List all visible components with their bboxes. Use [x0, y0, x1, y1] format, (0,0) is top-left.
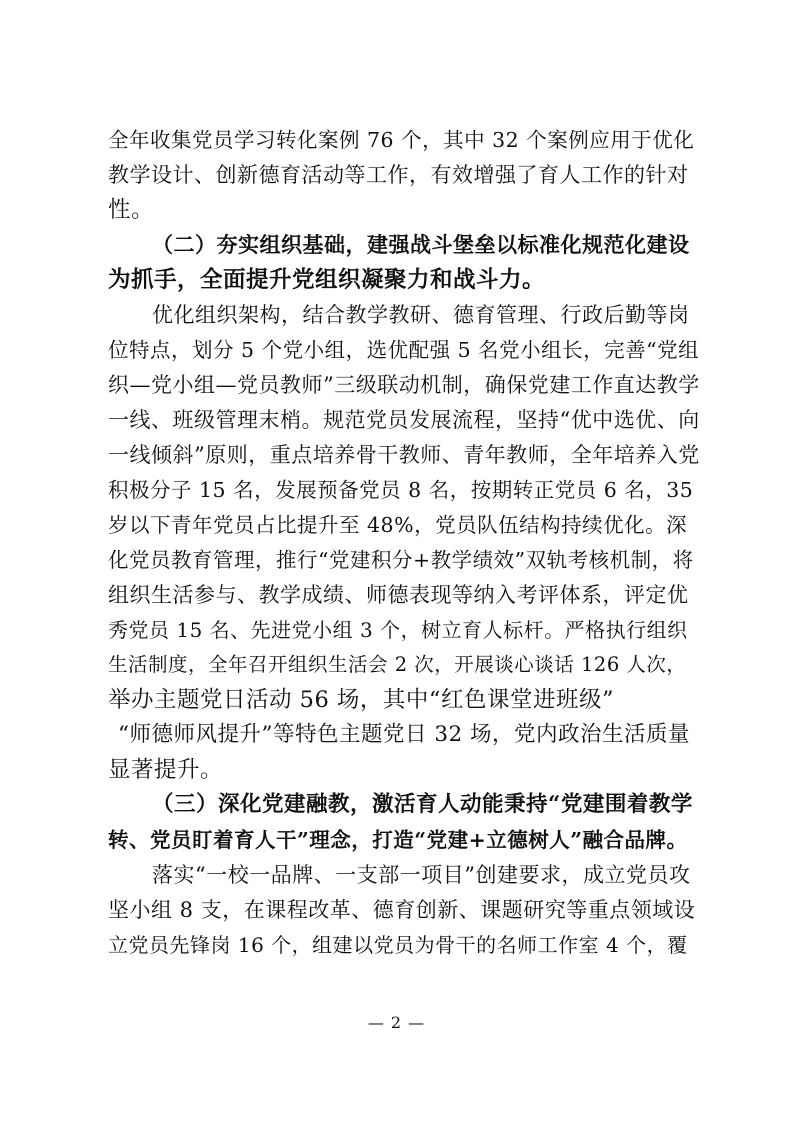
body-line: 性。	[108, 197, 155, 223]
body-line: 组织生活参与、教学成绩、师德表现等纳入考评体系，评定优	[108, 583, 689, 607]
section-heading-3-cont: 转、党员盯着育人干”理念，打造“党建+立德树人”融合品牌。	[108, 828, 688, 852]
body-line: 显著提升。	[108, 757, 224, 783]
body-line: 化党员教育管理，推行“党建积分+教学绩效”双轨考核机制，将	[108, 548, 694, 572]
body-line: 位特点，划分 5 个党小组，选优配强 5 名党小组长，完善“党组	[108, 338, 700, 362]
body-line: 积极分子 15 名，发展预备党员 8 名，按期转正党员 6 名，35	[108, 478, 694, 502]
body-line: 立党员先锋岗 16 个，组建以党员为骨干的名师工作室 4 个，覆	[108, 933, 688, 957]
body-line: 生活制度，全年召开组织生活会 2 次，开展谈心谈话 126 人次，	[108, 653, 687, 676]
body-line: 全年收集党员学习转化案例 76 个，其中 32 个案例应用于优化	[108, 128, 695, 152]
section-heading-2: （二）夯实组织基础，建强战斗堡垒以标准化规范化建设	[152, 232, 690, 257]
body-line: 一线倾斜”原则，重点培养骨干教师、青年教师，全年培养入党	[108, 443, 700, 467]
body-line: 一线、班级管理末梢。规范党员发展流程，坚持“优中选优、向	[108, 408, 700, 432]
body-line: 秀党员 15 名、先进党小组 3 个，树立育人标杆。严格执行组织	[108, 618, 688, 642]
body-line: 岁以下青年党员占比提升至 48%，党员队伍结构持续优化。深	[108, 513, 688, 537]
section-heading-2-cont: 为抓手，全面提升党组织凝聚力和战斗力。	[108, 267, 546, 293]
body-line: 优化组织架构，结合教学教研、德育管理、行政后勤等岗	[152, 303, 690, 327]
body-line: 织—党小组—党员教师”三级联动机制，确保党建工作直达教学	[108, 373, 700, 397]
page-number: — 2 —	[367, 1013, 426, 1032]
body-line: “师德师风提升”等特色主题党日 32 场，党内政治生活质量	[118, 722, 691, 747]
body-line: 举办主题党日活动 56 场，其中“红色课堂进班级”	[108, 687, 614, 713]
body-line: 落实“一校一品牌、一支部一项目”创建要求，成立党员攻	[152, 863, 691, 887]
section-heading-3: （三）深化党建融教，激活育人动能秉持“党建围着教学	[152, 792, 693, 817]
body-line: 坚小组 8 支，在课程改革、德育创新、课题研究等重点领域设	[108, 898, 696, 922]
body-line: 教学设计、创新德育活动等工作，有效增强了育人工作的针对	[108, 163, 689, 187]
